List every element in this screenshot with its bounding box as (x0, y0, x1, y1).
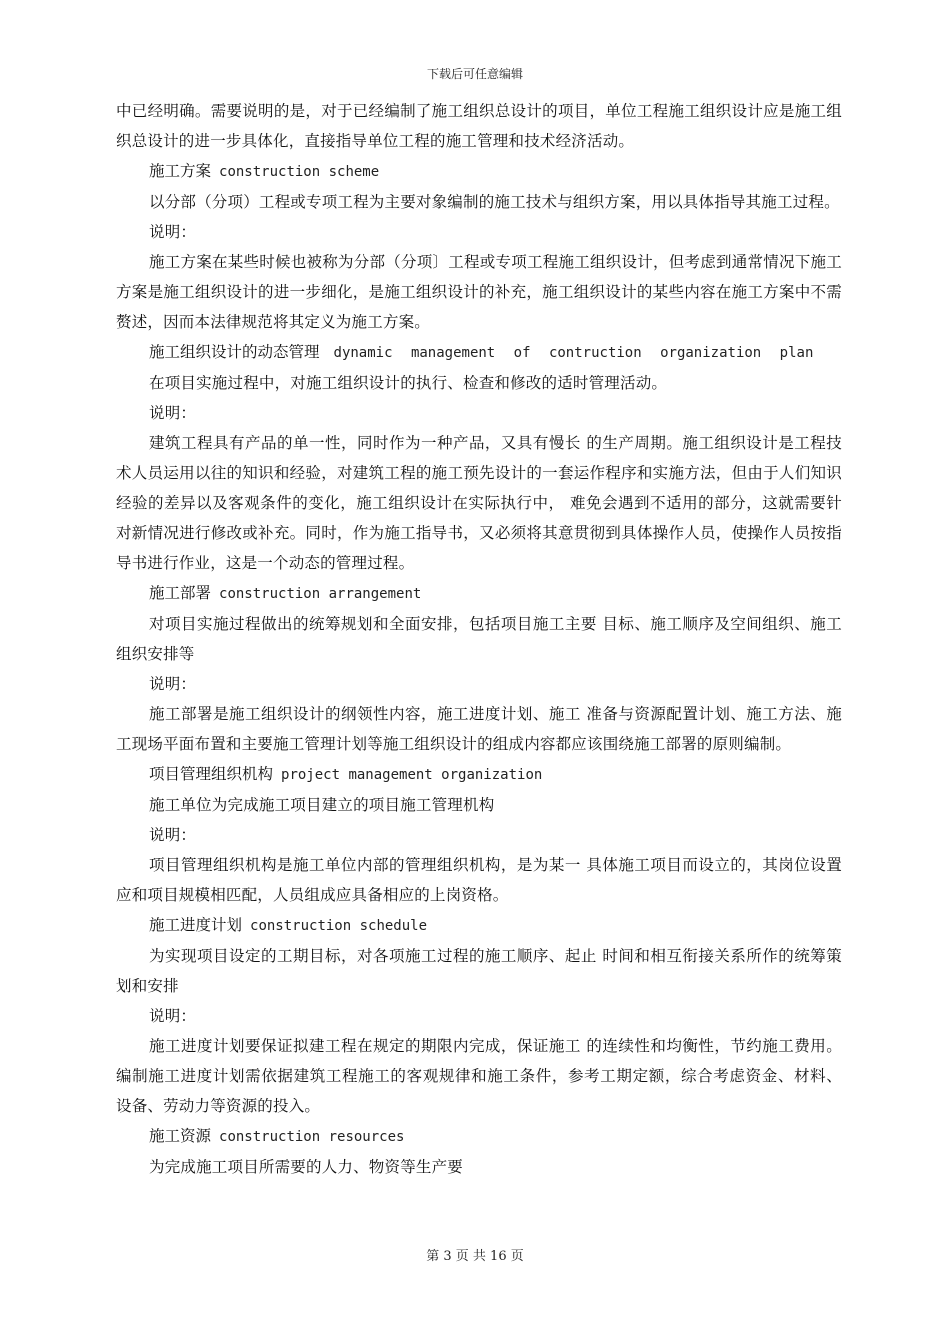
term-definition: 在项目实施过程中，对施工组织设计的执行、检查和修改的适时管理活动。 (149, 374, 668, 392)
term-zh: 施工方案 (149, 162, 212, 180)
page-number: 第 3 页 共 16 页 (426, 1249, 524, 1264)
page-header: 下载后可任意编辑 (426, 67, 523, 81)
note-label: 说明： (149, 1007, 197, 1025)
intro-paragraph: 中已经明确。需要说明的是，对于已经编制了施工组织总设计的项目，单位工程施工组织设计应是施工组织总设计的进一步具体化，直接指导单位工程的施工管理和技术经济活动。 (116, 102, 842, 150)
term-heading-project-management-organization (116, 759, 842, 790)
note-paragraph: 项目管理组织机构是施工单位内部的管理组织机构，是为某一 具体施工项目而设立的，其岗位设置应和项目规模相匹配，人员组成应具备相应的上岗资格。 (116, 856, 842, 904)
term-definition: 对项目实施过程做出的统筹规划和全面安排，包括项目施工主要 目标、施工顺序及空间组织、施工组织安排等 (116, 615, 842, 663)
term-zh: 项目管理组织机构 (149, 765, 274, 783)
term-en: construction resources (219, 1129, 405, 1145)
term-en: construction scheme (219, 164, 380, 180)
term-heading-construction-resources (116, 1121, 842, 1152)
term-zh: 施工资源 (149, 1127, 212, 1145)
term-zh: 施工部署 (149, 584, 212, 602)
term-en: construction arrangement (219, 586, 422, 602)
term-en: construction schedule (250, 918, 428, 934)
note-label: 说明： (149, 223, 197, 241)
term-definition: 以分部（分项）工程或专项工程为主要对象编制的施工技术与组织方案，用以具体指导其施工过程。 (149, 193, 840, 211)
term-heading-construction-arrangement (116, 578, 842, 609)
note-paragraph: 施工进度计划要保证拟建工程在规定的期限内完成，保证施工 的连续性和均衡性，节约施工费用。编制施工进度计划需依据建筑工程施工的客观规律和施工条件，参考工期定额，综合考虑资金、材料、 设备、劳动力等资源的投入。 (116, 1037, 842, 1115)
term-en: project management organization (281, 767, 543, 783)
note-paragraph: 建筑工程具有产品的单一性，同时作为一种产品，又具有慢长 的生产周期。施工组织设计是工程技术人员运用以往的知识和经验，对建筑工程的施工预先设计的一套运作程序和实施方法，但由于人们知识经验的差异以及客观条件的变化，施工组织设计在实际执行中， 难免会遇到不适用的部分，这就需要针对新情况进行修改或补充。同时，作为施工指导书，又必须将其意贯彻到具体操作人员，使操作人员按指导书进行作业，这是一个动态的管理过程。 (116, 434, 842, 572)
term-zh: 施工组织设计的动态管理 (149, 343, 320, 361)
term-zh: 施工进度计划 (149, 916, 243, 934)
term-heading-construction-schedule (116, 910, 842, 941)
document-body (116, 96, 842, 1182)
note-paragraph: 施工部署是施工组织设计的纲领性内容，施工进度计划、施工 准备与资源配置计划、施工方法、施工现场平面布置和主要施工管理计划等施工组织设计的组成内容都应该围绕施工部署的原则编制。 (116, 705, 842, 753)
term-definition: 为实现项目设定的工期目标，对各项施工过程的施工顺序、起止 时间和相互衔接关系所作的统筹策划和安排 (116, 947, 842, 995)
note-paragraph: 施工方案在某些时候也被称为分部（分项〕工程或专项工程施工组织设计，但考虑到通常情况下施工方案是施工组织设计的进一步细化，是施工组织设计的补充，施工组织设计的某些内容在施工方案中不需赘述，因而本法律规范将其定义为施工方案。 (116, 253, 842, 331)
note-label: 说明： (149, 675, 197, 693)
term-definition: 施工单位为完成施工项目建立的项目施工管理机构 (149, 796, 495, 814)
note-label: 说明： (149, 826, 197, 844)
note-label: 说明： (149, 404, 197, 422)
term-heading-construction-scheme (116, 156, 842, 187)
term-heading-dynamic-management (116, 337, 842, 368)
term-en: dynamic management of contruction organization plan (333, 345, 814, 361)
term-definition: 为完成施工项目所需要的人力、物资等生产要 (149, 1158, 464, 1176)
